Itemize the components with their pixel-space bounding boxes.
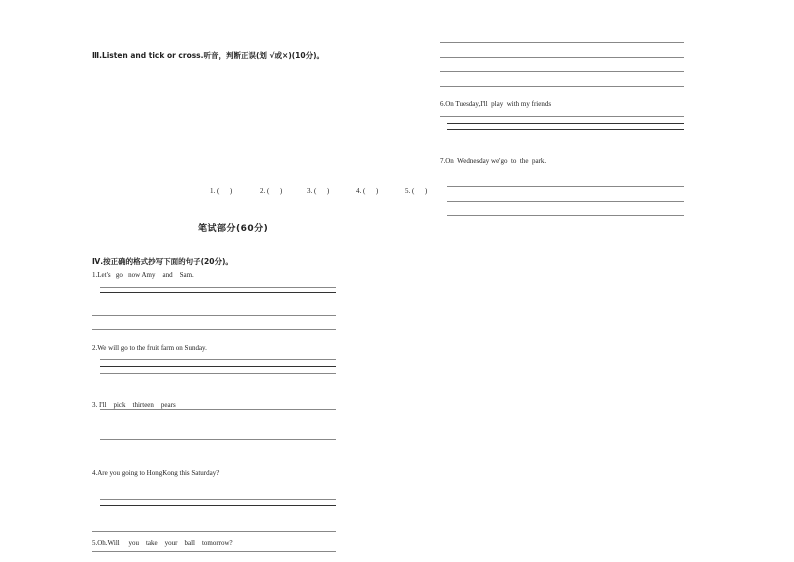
copy-sentence-5: 5.Oh.Will you take your ball tomorrow? <box>92 539 233 547</box>
copy-sentence-6: 6.On Tuesday,I'll play with my friends <box>440 100 552 108</box>
copy-sentence-7: 7.On Wednesday we'go to the park. <box>440 157 547 165</box>
writing-line <box>100 373 336 374</box>
writing-line <box>92 531 336 532</box>
section-3-heading: Ⅲ.Listen and tick or cross.听音，判断正误(划 √或×)(10分)。 <box>92 51 325 60</box>
writing-line <box>447 186 684 187</box>
writing-line <box>447 201 684 202</box>
copy-sentence-1: 1.Let's go now Amy and Sam. <box>92 271 194 279</box>
writing-line <box>100 499 336 500</box>
writing-line <box>440 116 684 117</box>
answer-bracket-4: 4. ( ) <box>356 187 379 195</box>
writing-line <box>100 292 336 293</box>
writing-line <box>100 287 336 288</box>
copy-sentence-2: 2.We will go to the fruit farm on Sunday. <box>92 344 207 352</box>
section-4-heading: Ⅳ.按正确的格式抄写下面的句子(20分)。 <box>92 257 233 266</box>
copy-sentence-3: 3. I'll pick thirteen pears <box>92 401 176 409</box>
answer-bracket-3: 3. ( ) <box>307 187 330 195</box>
writing-line <box>100 439 336 440</box>
written-part-title: 笔试部分(60分) <box>198 224 269 234</box>
writing-line <box>92 329 336 330</box>
writing-line <box>100 359 336 360</box>
writing-line <box>440 42 684 43</box>
writing-line <box>100 409 336 410</box>
writing-line <box>440 57 684 58</box>
writing-line <box>440 86 684 87</box>
writing-line <box>447 129 684 130</box>
writing-line <box>447 215 684 216</box>
answer-bracket-2: 2. ( ) <box>260 187 283 195</box>
writing-line <box>92 551 336 552</box>
answer-bracket-5: 5. ( ) <box>405 187 428 195</box>
writing-line <box>100 505 336 506</box>
writing-line <box>100 366 336 367</box>
copy-sentence-4: 4.Are you going to HongKong this Saturday? <box>92 469 220 477</box>
writing-line <box>440 71 684 72</box>
writing-line <box>447 123 684 124</box>
writing-line <box>92 315 336 316</box>
answer-bracket-1: 1. ( ) <box>210 187 233 195</box>
